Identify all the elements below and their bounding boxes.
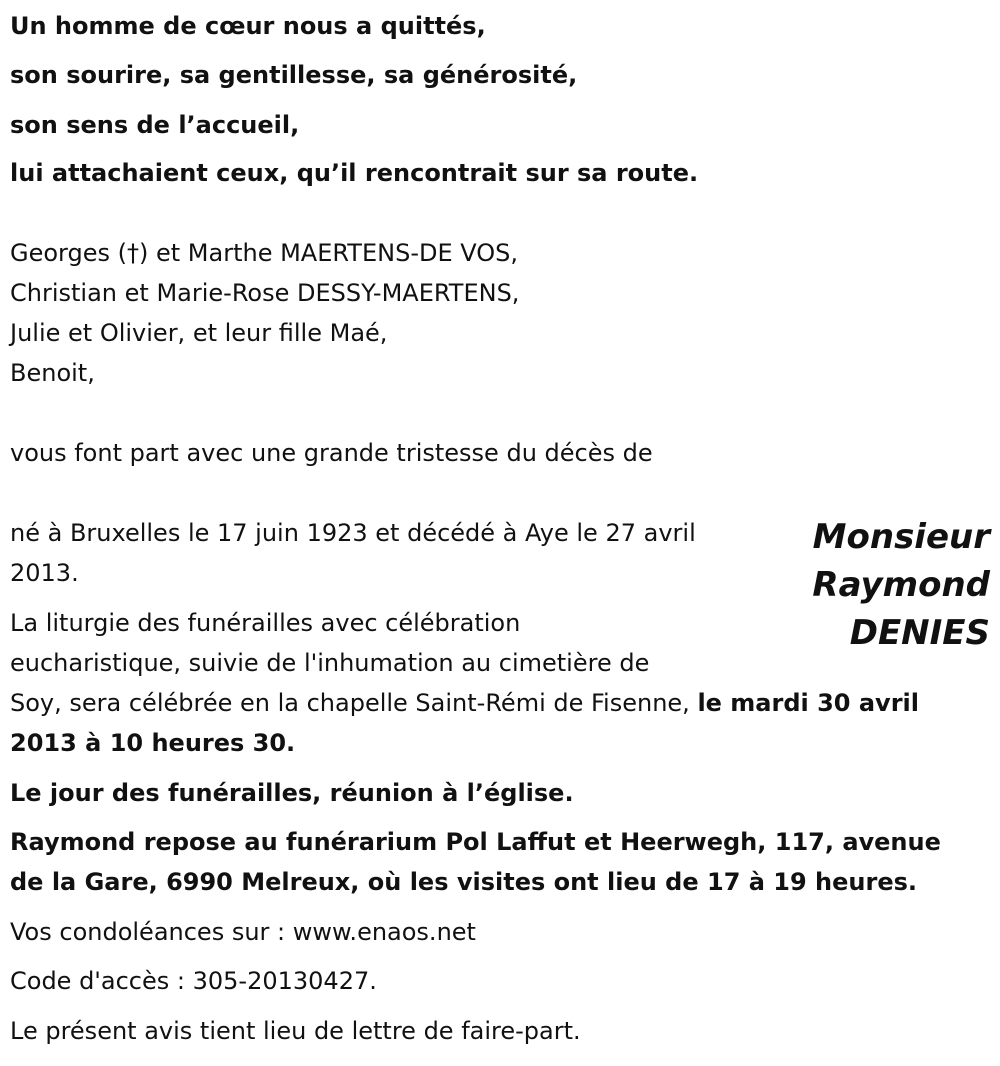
access-code-text: Code d'accès : 305-20130427. [10, 967, 377, 995]
liturgy-place: Soy, sera célébrée en la chapelle Saint-Rémi de Fisenne, [10, 689, 698, 717]
condolences-text: Vos condoléances sur : www.enaos.net [10, 918, 476, 946]
deceased-title: Monsieur [812, 517, 990, 557]
funerarium-line-1: Raymond repose au funérarium Pol Laffut et Heerwegh, 117, avenue [10, 828, 941, 856]
birth-line-2: 2013. [10, 559, 79, 587]
deceased-last-name: DENIES [849, 613, 990, 653]
funerarium-line-2: de la Gare, 6990 Melreux, où les visites ont lieu de 17 à 19 heures. [10, 868, 918, 896]
deceased-name [812, 513, 990, 657]
deceased-first-name: Raymond [812, 565, 990, 605]
intro-line-2: son sourire, sa gentillesse, sa générosité, [10, 61, 578, 89]
family-line-4: Benoit, [10, 359, 95, 387]
obituary-notice [10, 0, 990, 1066]
intro-line-4: lui attachaient ceux, qu’il rencontrait sur sa route. [10, 159, 699, 187]
family-line-3: Julie et Olivier, et leur fille Maé, [10, 319, 388, 347]
liturgy-line-1: La liturgie des funérailles avec célébration [10, 609, 521, 637]
announcement-text: vous font part avec une grande tristesse du décès de [10, 439, 653, 467]
liturgy-line-3 [10, 683, 919, 723]
family-line-2: Christian et Marie-Rose DESSY-MAERTENS, [10, 279, 520, 307]
liturgy-line-2: eucharistique, suivie de l'inhumation au cimetière de [10, 649, 650, 677]
notice-text: Le présent avis tient lieu de lettre de faire-part. [10, 1017, 581, 1045]
liturgy-date: le mardi 30 avril [697, 689, 919, 717]
family-line-1: Georges (†) et Marthe MAERTENS-DE VOS, [10, 239, 518, 267]
birth-line-1: né à Bruxelles le 17 juin 1923 et décédé à Aye le 27 avril [10, 519, 696, 547]
gathering-text: Le jour des funérailles, réunion à l’église. [10, 779, 574, 807]
liturgy-line-4: 2013 à 10 heures 30. [10, 729, 296, 757]
intro-line-1: Un homme de cœur nous a quittés, [10, 12, 486, 40]
intro-line-3: son sens de l’accueil, [10, 111, 300, 139]
